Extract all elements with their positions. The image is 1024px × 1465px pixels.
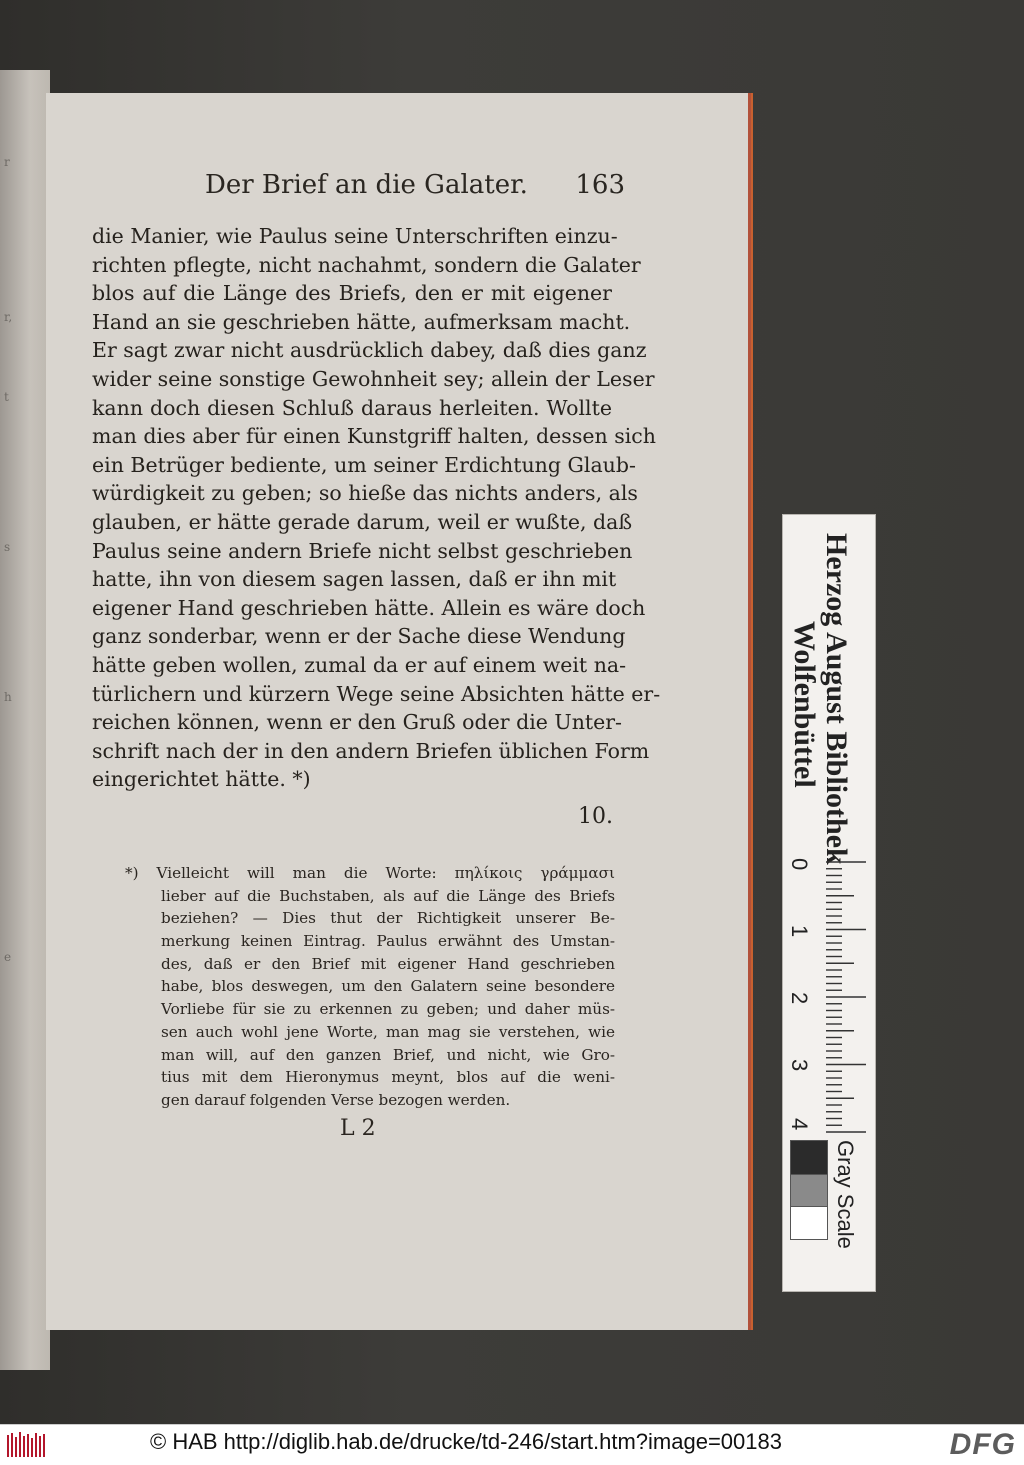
gray-swatch-dark xyxy=(790,1140,828,1178)
ruler-tick-label: 3 xyxy=(787,1059,812,1072)
footnote xyxy=(125,862,615,1112)
section-number: 10. xyxy=(578,804,613,829)
ruler-tick-label: 2 xyxy=(787,992,812,1005)
footnote-line: man will, auf den ganzen Brief, und nicht, wie Gro- xyxy=(161,1045,615,1064)
page-number: 163 xyxy=(575,170,625,200)
body-line: man dies aber für einen Kunstgriff halten, dessen sich xyxy=(92,424,656,449)
body-line: kann doch diesen Schluß daraus herleiten. Wollte xyxy=(92,395,612,420)
gray-swatch-mid xyxy=(790,1174,828,1208)
body-line: hätte geben wollen, zumal da er auf einem weit na- xyxy=(92,652,627,677)
body-line: türlichern und kürzern Wege seine Absichten hätte er- xyxy=(92,681,661,706)
footnote-line: Vorliebe für sie zu erkennen zu geben; und daher müs- xyxy=(161,1000,615,1019)
body-line: richten pflegte, nicht nachahmt, sondern die Galater xyxy=(92,252,641,277)
footnote-line: tius mit dem Hieronymus meynt, blos auf die weni- xyxy=(161,1068,615,1087)
gray-swatch-light xyxy=(790,1206,828,1240)
body-line: Hand an sie geschrieben hätte, aufmerksam macht. xyxy=(92,309,631,334)
body-line: ein Betrüger bediente, um seiner Erdichtung Glaub- xyxy=(92,452,636,477)
footnote-line: habe, blos deswegen, um den Galatern seine besondere xyxy=(161,977,615,996)
previous-page-edge: r r, t s h e xyxy=(0,70,50,1370)
body-text xyxy=(92,222,661,794)
copyright-link[interactable]: © HAB http://diglib.hab.de/drucke/td-246/start.htm?image=00183 xyxy=(150,1429,782,1454)
ruler-title-line1: Herzog August Bibliothek xyxy=(820,533,853,865)
footnote-line: merkung keinen Eintrag. Paulus erwähnt des Umstan- xyxy=(161,932,615,951)
body-line: blos auf die Länge des Briefs, den er mit eigener xyxy=(92,281,612,306)
body-line: wider seine sonstige Gewohnheit sey; allein der Leser xyxy=(92,366,655,391)
page-header xyxy=(205,170,625,210)
body-line: glauben, er hätte gerade darum, weil er wußte, daß xyxy=(92,509,633,534)
body-line: eigener Hand geschrieben hätte. Allein es wäre doch xyxy=(92,595,646,620)
ruler-title-line2: Wolfenbüttel xyxy=(788,621,821,788)
footnote-line: gen darauf folgenden Verse bezogen werden. xyxy=(161,1090,511,1109)
running-head: Der Brief an die Galater. xyxy=(205,170,528,200)
hab-logo-icon xyxy=(6,1431,48,1459)
footnote-line: *) Vielleicht will man die Worte: πηλίκοις γράμμασι xyxy=(125,864,615,882)
gray-scale-label: Gray Scale xyxy=(833,1140,858,1249)
footnote-line: beziehen? — Dies thut der Richtigkeit unserer Be- xyxy=(161,909,615,928)
body-line: reichen können, wenn er den Gruß oder die Unter- xyxy=(92,710,622,735)
body-line: eingerichtet hätte. *) xyxy=(92,767,311,792)
viewer-footer xyxy=(0,1424,1024,1465)
dfg-logo: DFG xyxy=(949,1428,1016,1461)
body-line: schrift nach der in den andern Briefen üblichen Form xyxy=(92,738,650,763)
footnote-line: sen auch wohl jene Worte, man mag sie verstehen, wie xyxy=(161,1022,615,1041)
ruler-tick-label: 4 xyxy=(787,1118,812,1131)
body-line: die Manier, wie Paulus seine Unterschriften einzu- xyxy=(92,224,618,248)
body-line: würdigkeit zu geben; so hieße das nichts anders, als xyxy=(92,481,638,506)
ruler-tick-label: 0 xyxy=(787,858,812,871)
body-line: hatte, ihn von diesem sagen lassen, daß er ihn mit xyxy=(92,567,617,592)
body-line: Er sagt zwar nicht ausdrücklich dabey, daß dies ganz xyxy=(92,338,647,363)
footnote-line: des, daß er den Brief mit eigener Hand geschrieben xyxy=(161,954,615,973)
signature-mark: L 2 xyxy=(340,1116,376,1141)
footnote-line: lieber auf die Buchstaben, als auf die Länge des Briefs xyxy=(161,886,615,905)
body-line: ganz sonderbar, wenn er der Sache diese Wendung xyxy=(92,624,626,649)
body-line: Paulus seine andern Briefe nicht selbst geschrieben xyxy=(92,538,633,563)
ruler-tick-label: 1 xyxy=(787,925,812,938)
